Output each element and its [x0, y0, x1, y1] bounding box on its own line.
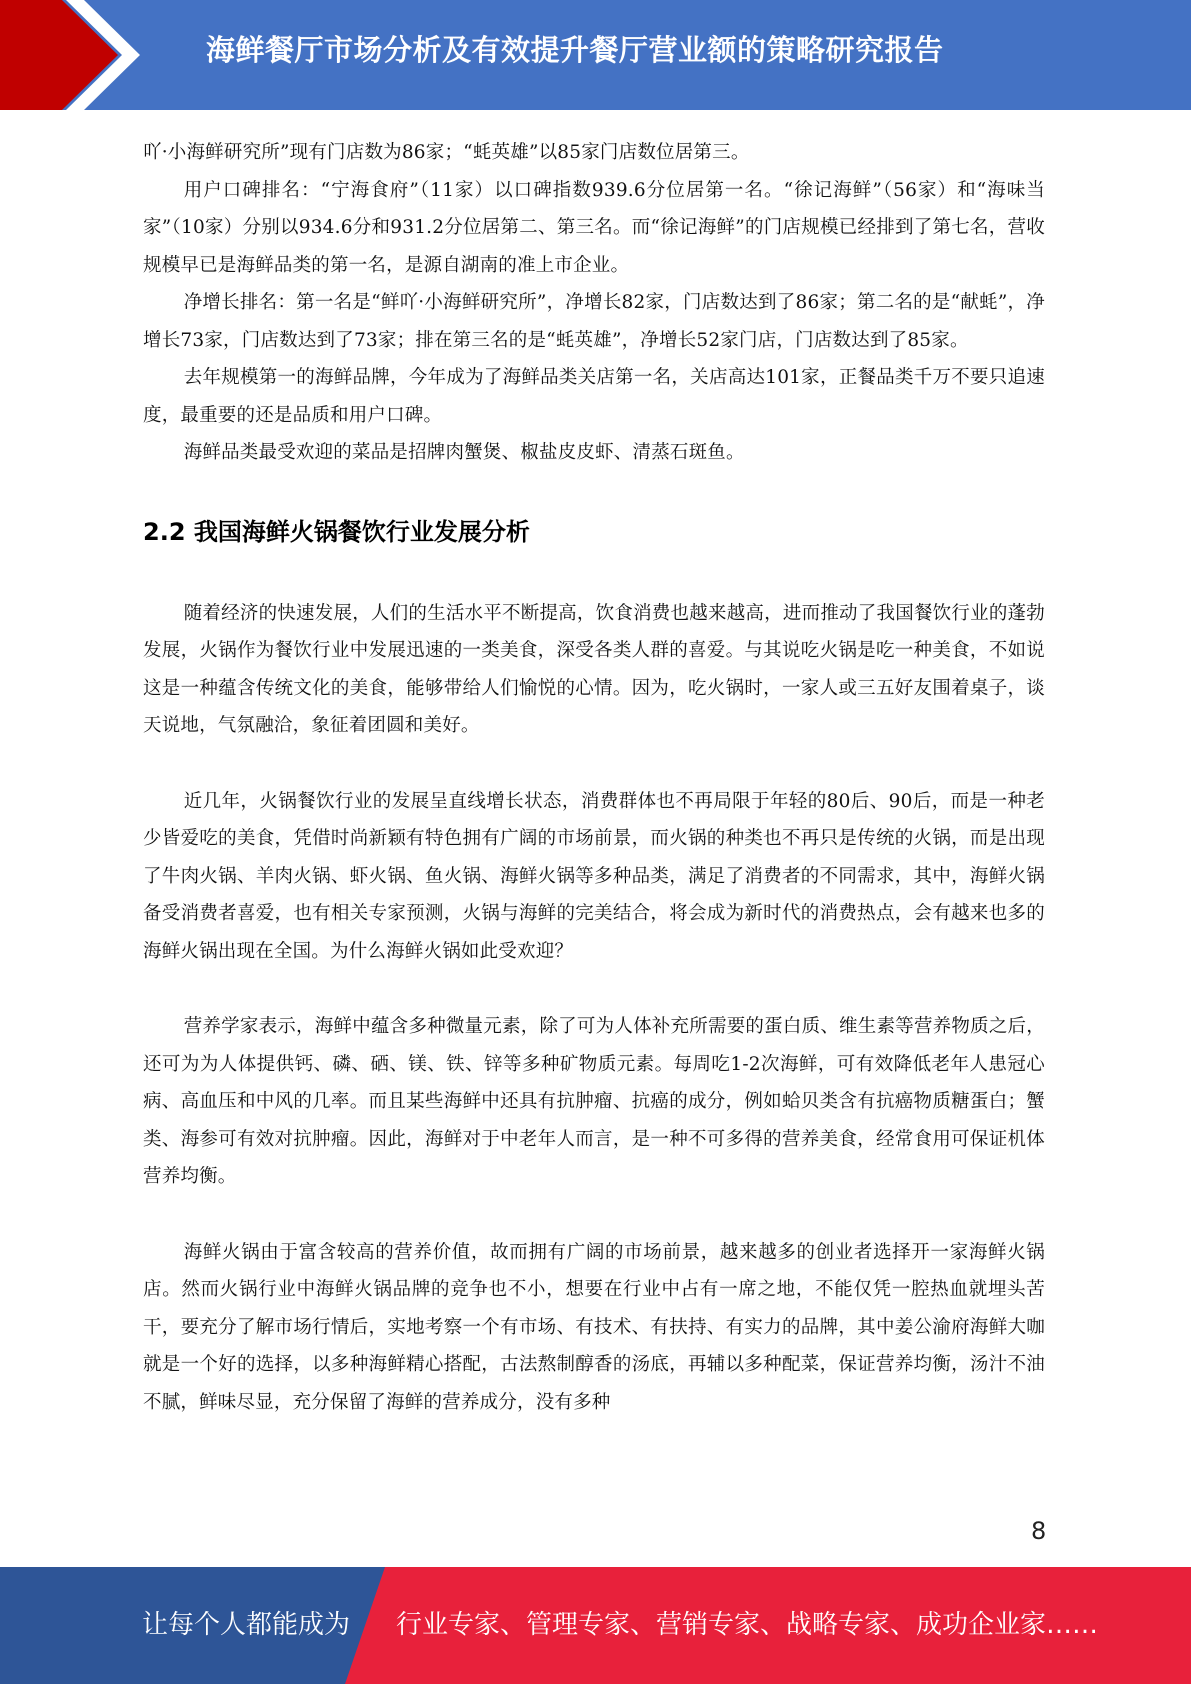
header-chevron-decoration	[0, 0, 160, 110]
body-paragraph: 净增长排名：第一名是“鲜吖·小海鲜研究所”，净增长82家，门店数达到了86家；第二名的是“献蚝”，净增长73家，门店数达到了73家；排在第三名的是“蚝英雄”，净增长52家门店，门店数达到了85家。	[143, 292, 1045, 351]
document-body	[143, 134, 1045, 1421]
body-paragraph: 海鲜品类最受欢迎的菜品是招牌肉蟹煲、椒盐皮皮虾、清蒸石斑鱼。	[183, 442, 745, 463]
body-paragraph: 去年规模第一的海鲜品牌，今年成为了海鲜品类关店第一名，关店高达101家，正餐品类千万不要只追速度，最重要的还是品质和用户口碑。	[143, 367, 1045, 426]
body-paragraph: 吖·小海鲜研究所”现有门店数为86家；“蚝英雄”以85家门店数位居第三。	[143, 142, 750, 163]
page-number: 8	[1031, 1517, 1047, 1545]
page-header	[0, 0, 1191, 110]
body-paragraph: 用户口碑排名：“宁海食府”（11家）以口碑指数939.6分位居第一名。“徐记海鲜”（56家）和“海味当家”（10家）分别以934.6分和931.2分位居第二、第三名。而“徐记海鲜”的门店规模已经排到了第七名，营收规模早已是海鲜品类的第一名，是源自湖南的准上市企业。	[143, 179, 1045, 276]
section-heading: 2.2 我国海鲜火锅餐饮行业发展分析	[143, 517, 530, 546]
body-paragraph: 近几年，火锅餐饮行业的发展呈直线增长状态，消费群体也不再局限于年轻的80后、90后，而是一种老少皆爱吃的美食，凭借时尚新颖有特色拥有广阔的市场前景，而火锅的种类也不再只是传统的火锅，而是出现了牛肉火锅、羊肉火锅、虾火锅、鱼火锅、海鲜火锅等多种品类，满足了消费者的不同需求，其中，海鲜火锅备受消费者喜爱，也有相关专家预测，火锅与海鲜的完美结合，将会成为新时代的消费热点，会有越来也多的海鲜火锅出现在全国。为什么海鲜火锅如此受欢迎？	[143, 790, 1045, 962]
paragraph-spacer	[143, 745, 1045, 783]
body-paragraph: 海鲜火锅由于富含较高的营养价值，故而拥有广阔的市场前景，越来越多的创业者选择开一家海鲜火锅店。然而火锅行业中海鲜火锅品牌的竞争也不小，想要在行业中占有一席之地，不能仅凭一腔热血就埋头苦干，要充分了解市场行情后，实地考察一个有市场、有技术、有扶持、有实力的品牌，其中姜公渝府海鲜大咖就是一个好的选择，以多种海鲜精心搭配，古法熬制醇香的汤底，再辅以多种配菜，保证营养均衡，汤汁不油不腻，鲜味尽显，充分保留了海鲜的营养成分，没有多种	[143, 1241, 1045, 1413]
page-footer	[0, 1567, 1191, 1684]
body-paragraph: 随着经济的快速发展，人们的生活水平不断提高，饮食消费也越来越高，进而推动了我国餐饮行业的蓬勃发展，火锅作为餐饮行业中发展迅速的一类美食，深受各类人群的喜爱。与其说吃火锅是吃一种美食，不如说这是一种蕴含传统文化的美食，能够带给人们愉悦的心情。因为，吃火锅时，一家人或三五好友围着桌子，谈天说地，气氛融洽，象征着团圆和美好。	[143, 602, 1045, 736]
footer-slogan-right: 行业专家、管理专家、营销专家、战略专家、成功企业家……	[396, 1610, 1099, 1640]
paragraph-spacer	[143, 1196, 1045, 1234]
footer-slogan-left: 让每个人都能成为	[142, 1610, 351, 1640]
report-title: 海鲜餐厅市场分析及有效提升餐厅营业额的策略研究报告	[206, 33, 944, 67]
body-paragraph: 营养学家表示，海鲜中蕴含多种微量元素，除了可为人体补充所需要的蛋白质、维生素等营养物质之后，还可为为人体提供钙、磷、硒、镁、铁、锌等多种矿物质元素。每周吃1-2次海鲜，可有效降低老年人患冠心病、高血压和中风的几率。而且某些海鲜中还具有抗肿瘤、抗癌的成分，例如蛤贝类含有抗癌物质糖蛋白；蟹类、海参可有效对抗肿瘤。因此，海鲜对于中老年人而言，是一种不可多得的营养美食，经常食用可保证机体营养均衡。	[143, 1016, 1045, 1187]
paragraph-spacer	[143, 970, 1045, 1008]
